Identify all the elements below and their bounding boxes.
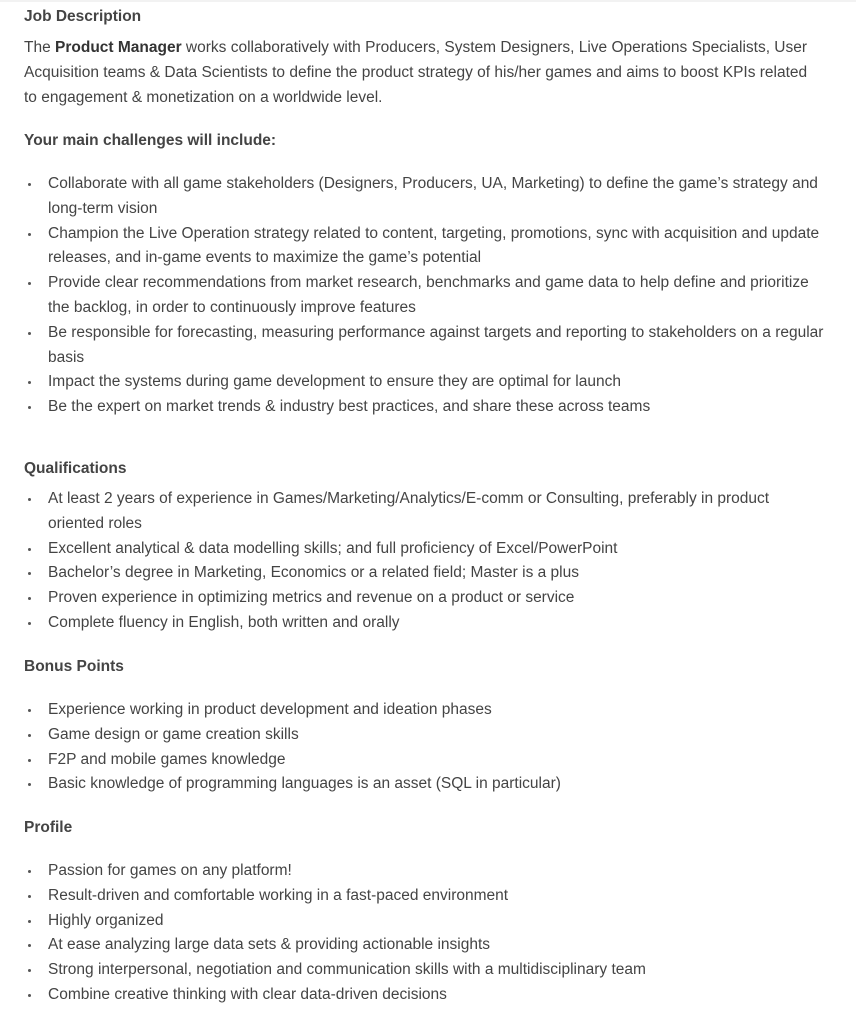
list-item: Strong interpersonal, negotiation and communication skills with a multidisciplinary team [24, 958, 824, 983]
challenges-heading: Your main challenges will include: [24, 132, 277, 149]
list-item: Be the expert on market trends & industry best practices, and share these across teams [24, 395, 824, 420]
qualifications-heading: Qualifications [24, 460, 127, 477]
list-item: Bachelor’s degree in Marketing, Economics or a related field; Master is a plus [24, 561, 824, 586]
list-item: Excellent analytical & data modelling skills; and full proficiency of Excel/PowerPoint [24, 537, 824, 562]
list-item: Passion for games on any platform! [24, 859, 824, 884]
top-border [0, 0, 856, 2]
bonus-points-heading-wrap [24, 655, 124, 679]
job-description-section [24, 5, 141, 29]
list-item: Provide clear recommendations from market research, benchmarks and game data to help define and prioritize the backlog, in order to continuously improve features [24, 271, 824, 321]
profile-section [24, 859, 824, 1008]
list-item: At ease analyzing large data sets & providing actionable insights [24, 933, 824, 958]
bonus-points-section [24, 698, 824, 797]
profile-heading-wrap [24, 816, 72, 840]
list-item: At least 2 years of experience in Games/Marketing/Analytics/E-comm or Consulting, preferably in product oriented roles [24, 487, 824, 537]
challenges-heading-wrap [24, 129, 276, 153]
bonus-points-list [24, 698, 824, 797]
list-item: Game design or game creation skills [24, 723, 824, 748]
list-item: Collaborate with all game stakeholders (Designers, Producers, UA, Marketing) to define the game’s strategy and long-term vision [24, 172, 824, 222]
intro-role-name: Product Manager [55, 39, 182, 56]
list-item: Impact the systems during game development to ensure they are optimal for launch [24, 370, 824, 395]
profile-heading: Profile [24, 819, 73, 836]
list-item: Experience working in product development and ideation phases [24, 698, 824, 723]
list-item: Champion the Live Operation strategy related to content, targeting, promotions, sync with acquisition and update releases, and in-game events to maximize the game’s potential [24, 222, 824, 272]
intro-prefix: The [24, 39, 56, 56]
qualifications-section [24, 487, 824, 636]
profile-list [24, 859, 824, 1008]
list-item: Basic knowledge of programming languages is an asset (SQL in particular) [24, 772, 824, 797]
list-item: Be responsible for forecasting, measuring performance against targets and reporting to stakeholders on a regular basis [24, 321, 824, 371]
list-item: Highly organized [24, 909, 824, 934]
job-description-paragraph [24, 35, 824, 110]
list-item: F2P and mobile games knowledge [24, 748, 824, 773]
job-description-heading: Job Description [24, 8, 142, 25]
qualifications-list [24, 487, 824, 636]
list-item: Combine creative thinking with clear data-driven decisions [24, 983, 824, 1008]
list-item: Result-driven and comfortable working in a fast-paced environment [24, 884, 824, 909]
bonus-points-heading: Bonus Points [24, 658, 124, 675]
challenges-list [24, 172, 824, 420]
qualifications-heading-wrap [24, 457, 127, 481]
challenges-section [24, 172, 824, 420]
intro-text: works collaboratively with Producers, System Designers, Live Operations Specialists, User Acquisition teams & Data Scientists to define the product strategy of his/her games and aims to boost KPIs related to engagement & monetization on a worldwide level. [24, 39, 808, 106]
list-item: Proven experience in optimizing metrics and revenue on a product or service [24, 586, 824, 611]
list-item: Complete fluency in English, both written and orally [24, 611, 824, 636]
